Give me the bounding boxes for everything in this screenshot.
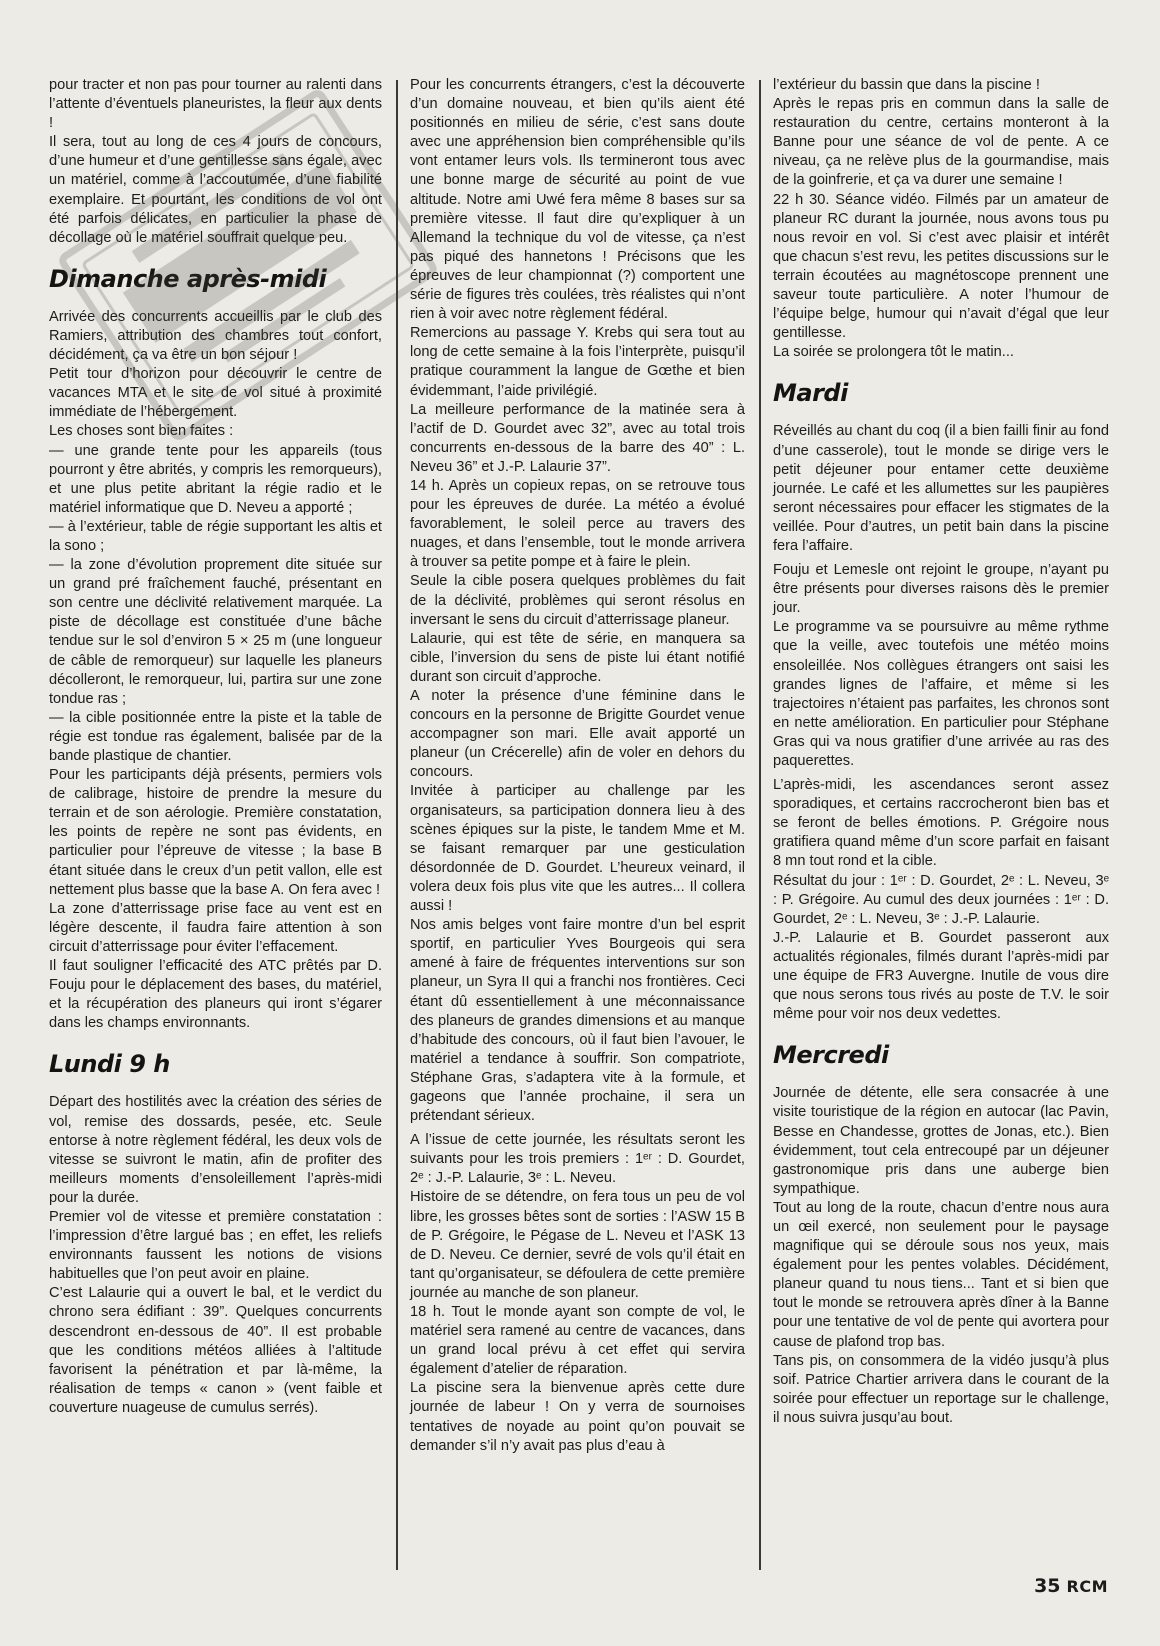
paragraph: J.-P. Lalaurie et B. Gourdet passeront aux actualités régionales, filmés durant l’après-midi par une équipe de FR3 Auvergne. Inutile de vous dire que nous serons tous rivés au poste de T.V. le soir même pour voir nos deux vedettes. — [773, 929, 1109, 1023]
paragraph: Le programme va se poursuivre au même rythme que la veille, avec toutefois une météo moins ensoleillée. Nos collègues étrangers ont saisi les grandes lignes de l’affaire, et même si les trajectoires n’étaient pas parfaites, les chronos sont en nette amélioration. En particulier pour Stéphane Gras qui va nous gratifier d’une arrivée au ras des paquerettes. — [773, 619, 1109, 769]
magazine-name: RCM — [1066, 1577, 1108, 1596]
paragraph: Il sera, tout au long de ces 4 jours de concours, d’une humeur et d’une gentillesse sans égale, avec un matériel, comme à l’accoutumée, d’une fiabilité exemplaire. Et pourtant, les conditions de vol ont été parfois délicates, en particulier la phase de décollage où le matériel souffrait quelque peu. — [49, 134, 382, 246]
paragraph: Invitée à participer au challenge par les organisateurs, sa participation donnera lieu à des scènes épiques sur la piste, le tandem Mme et M. se faisant remarquer par une gesticulation désordonnée de D. Gourdet. L’heureux veinard, il volera deux fois plus vite que les autres... Il collera aussi ! — [410, 783, 745, 915]
column-1 — [49, 76, 382, 1418]
paragraph: pour tracter et non pas pour tourner au ralenti dans l’attente d’éventuels planeuristes, la fleur aux dents ! — [49, 77, 382, 132]
paragraph: L’après-midi, les ascendances seront assez sporadiques, et certains raccrocheront bien bas et se feront de belles émotions. P. Grégoire nous gratifiera quand même d’un score parfait en faisant 8 mn tout rond et la cible. — [773, 777, 1109, 870]
paragraph: 22 h 30. Séance vidéo. Filmés par un amateur de planeur RC durant la journée, nous avons tous pu nous revoir en vol. Si c’est avec plaisir et intérêt que chacun s’est revu, les petites discussions sur le terrain écoutées au magnétoscope prennent une saveur toute particulière. A noter l’humour de l’équipe belge, humour qui n’avait d’égal que leur gentillesse. — [773, 191, 1109, 342]
page-number: 35 — [1034, 1575, 1061, 1597]
paragraph: l’extérieur du bassin que dans la piscine ! — [773, 77, 1040, 93]
paragraph: Tout au long de la route, chacun d’entre nous aura un œil exercé, non seulement pour le paysage magnifique qui se déroule sous nos yeux, mais également pour les pentes volables. Décidément, planeur quand tu nous tiens... Tant et si bien que tout le monde se retrouvera après dîner à la Banne pour une tentative de vol de pente qui avortera pour cause de plafond trop bas. — [773, 1199, 1109, 1350]
paragraph: Lalaurie, qui est tête de série, en manquera sa cible, l’inversion du sens de piste lui étant notifié durant son circuit d’approche. — [410, 630, 745, 685]
paragraph: Fouju et Lemesle ont rejoint le groupe, n’ayant pu être présents pour diverses raisons dès le premier jour. — [773, 562, 1109, 617]
paragraph: Pour les concurrents étrangers, c’est la découverte d’un domaine nouveau, et bien qu’ils aient été positionnés en milieu de série, c’est sans doute avec une appréhension bien compréhensible qu’ils vont entamer leurs vols. Ils termineront tous avec une bonne marge de sécurité au point de vue altitude. Notre ami Uwé fera même 8 bases sur sa première vitesse. Il faut dire qu’expliquer à un Allemand la technique du vol de vitesse, ça n’est pas piqué des hannetons ! Précisons que les épreuves de leur championnat (?) comportent une série de figures très coulées, très réalistes qui n’ont rien à voir avec notre règlement fédéral. — [410, 77, 745, 323]
section-heading: Mardi — [773, 379, 848, 408]
paragraph: La piscine sera la bienvenue après cette dure journée de labeur ! On y verra de sournoises tentatives de noyade au point qu’on pouvait se demander s’il n’y avait pas plus d’eau à — [410, 1380, 745, 1454]
paragraph: La zone d’atterrissage prise face au vent est en légère descente, il faudra faire attention à son circuit d’atterrissage pour éviter l’effacement. — [49, 900, 382, 955]
column-divider — [396, 80, 398, 1570]
paragraph: Histoire de se détendre, on fera tous un peu de vol libre, les grosses bêtes sont de sorties : l’ASW 15 B de P. Grégoire, le Pégase de L. Neveu et l’ASK 13 de D. Neveu. Ce dernier, sevré de vols qu’il était en tant qu’organisateur, se défoulera de cette première journée au manche de son planeur. — [410, 1189, 745, 1301]
paragraph: La soirée se prolongera tôt le matin... — [773, 344, 1014, 361]
paragraph: 18 h. Tout le monde ayant son compte de vol, le matériel sera ramené au centre de vacances, dans un grand local prévu à cet effet qui servira également d’atelier de réparation. — [410, 1304, 745, 1378]
column-2 — [410, 76, 745, 1456]
paragraph: Journée de détente, elle sera consacrée à une visite touristique de la région en autocar (lac Pavin, Besse en Chandesse, grottes de Jonas, etc.). Bien évidemment, tout cela entrecoupé par un déjeuner gastronomique pris dans une auberge bien sympathique. — [773, 1085, 1109, 1197]
paragraph: Il faut souligner l’efficacité des ATC prêtés par D. Fouju pour le déplacement des bases, du matériel, et la récupération des planeurs qui iront s’égarer dans les champs environnants. — [49, 958, 382, 1032]
paragraph: Premier vol de vitesse et première constatation : l’impression d’être largué bas ; en effet, les reliefs environnants faussent les notions de visions habituelles que l’on peut avoir en plaine. — [49, 1208, 382, 1283]
paragraph: Nos amis belges vont faire montre d’un bel esprit sportif, en particulier Yves Bourgeois qui sera amené à faire de fréquentes interventions sur son planeur, un Syra II qui a franchi nos frontières. Ceci étant dû essentiellement à une méconnaissance des planeurs de grandes dimensions et au manque d’habitude des concours, où il faut bien l’avouer, le matériel a tendance à souffrir. Son compatriote, Stéphane Gras, s’adaptera vite à la formule, et gageons que l’année prochaine, il sera un prétendant sérieux. — [410, 917, 745, 1125]
column-divider — [759, 80, 761, 1570]
paragraph: Résultat du jour : 1ᵉʳ : D. Gourdet, 2ᵉ : L. Neveu, 3ᵉ : P. Grégoire. Au cumul des deux journées : 1ᵉʳ : D. Gourdet, 2ᵉ : L. Neveu, 3ᵉ : J.-P. Lalaurie. — [773, 872, 1109, 927]
paragraph: 14 h. Après un copieux repas, on se retrouve tous pour les épreuves de durée. La météo a évolué favorablement, le soleil perce au travers des nuages, et dans l’ensemble, tout le monde arrivera à trouver sa petite pompe et à faire le plein. — [410, 477, 745, 571]
paragraph: — la zone d’évolution proprement dite située sur un grand pré fraîchement fauché, présentant en son centre une déclivité relativement marquée. La piste de décollage est constituée d’une bâche tendue sur le sol d’environ 5 × 25 m (une longueur de câble de remorqueur) sur laquelle les planeurs décolleront, le remorqueur, lui, partira sur une zone tondue ras ; — [49, 557, 382, 707]
section-heading: Dimanche après-midi — [49, 264, 327, 293]
column-3 — [773, 76, 1109, 1428]
paragraph: Seule la cible posera quelques problèmes du fait de la déclivité, problèmes qui seront résolus en inversant le sens du circuit d’atterrissage planeur. — [410, 573, 745, 628]
paragraph: A noter la présence d’une féminine dans le concours en la personne de Brigitte Gourdet venue accompagner son mari. Elle avait apporté un planeur (un Crécerelle) afin de voler en dehors du concours. — [410, 688, 745, 781]
paragraph: — une grande tente pour les appareils (tous pourront y être abrités, y compris les remorqueurs), et une plus petite abritant la régie radio et le matériel informatique que D. Neveu a apporté ; — [49, 442, 382, 516]
paragraph: Après le repas pris en commun dans la salle de restauration du centre, certains monteront à la Banne pour une séance de vol de pente. A ce niveau, ça ne relève plus de la gourmandise, mais de la goinfrerie, et ça va durer une semaine ! — [773, 96, 1109, 189]
section-heading: Lundi 9 h — [49, 1050, 170, 1079]
section-heading: Mercredi — [773, 1041, 889, 1070]
page-folio — [1034, 1575, 1108, 1597]
paragraph: — la cible positionnée entre la piste et la table de régie est tondue ras également, balisée par de la bande plastique de chantier. — [49, 709, 382, 764]
paragraph: Les choses sont bien faites : — [49, 423, 234, 440]
paragraph: A l’issue de cette journée, les résultats seront les suivants pour les trois premiers : 1ᵉʳ : D. Gourdet, 2ᵉ : J.-P. Lalaurie, 3ᵉ : L. Neveu. — [410, 1132, 745, 1187]
paragraph: — à l’extérieur, table de régie supportant les altis et la sono ; — [49, 518, 382, 554]
paragraph: Tans pis, on consommera de la vidéo jusqu’à plus soif. Patrice Chartier arrivera dans le courant de la soirée pour effectuer un reportage sur le challenge, il nous suivra jusqu’au bout. — [773, 1352, 1109, 1426]
paragraph: Petit tour d’horizon pour découvrir le centre de vacances MTA et le site de vol situé à proximité immédiate de l’hébergement. — [49, 366, 382, 421]
paragraph: Pour les participants déjà présents, permiers vols de calibrage, histoire de prendre la mesure du terrain et de son aérologie. Première constatation, les points de repère ne sont pas évidents, en particulier pour l’épreuve de vitesse ; la base B étant située dans le creux d’un petit vallon, elle est nettement plus basse que la base A. On fera avec ! — [49, 767, 382, 898]
paragraph: Remercions au passage Y. Krebs qui sera tout au long de cette semaine à la fois l’interprète, puisqu’il pratique couramment la langue de Gœthe et bien évidemmant, l’aide privilégié. — [410, 325, 745, 399]
paragraph: La meilleure performance de la matinée sera à l’actif de D. Gourdet avec 32”, avec au total trois concurrents en-dessous de la barre des 40” : L. Neveu 36” et J.-P. Lalaurie 37”. — [410, 401, 745, 475]
paragraph: Arrivée des concurrents accueillis par le club des Ramiers, attribution des chambres tout confort, décidément, ça va être un bon séjour ! — [49, 308, 382, 364]
paragraph: Réveillés au chant du coq (il a bien failli finir au fond d’une casserole), tout le monde se dirige vers le petit déjeuner pour entamer cette deuxième journée. Le café et les allumettes sur les paupières seront nécessaires pour effacer les stigmates de la veillée. Pour d’autres, un petit bain dans la piscine fera l’affaire. — [773, 423, 1109, 554]
paragraph: Départ des hostilités avec la création des séries de vol, remise des dossards, pesée, etc. Seule entorse à notre règlement fédéral, les deux vols de vitesse se suivront le matin, afin de profiter des meilleurs moments d’ensoleillement l’après-midi pour la durée. — [49, 1094, 382, 1206]
paragraph: C’est Lalaurie qui a ouvert le bal, et le verdict du chrono sera édifiant : 39”. Quelques concurrents descendront en-dessous de 40”. Il est probable que les conditions météos alliées à l’altitude favorisent la pénétration et par là-même, la réalisation de temps « canon » (vent faible et couverture nuageuse de cumulus serrés). — [49, 1285, 382, 1416]
